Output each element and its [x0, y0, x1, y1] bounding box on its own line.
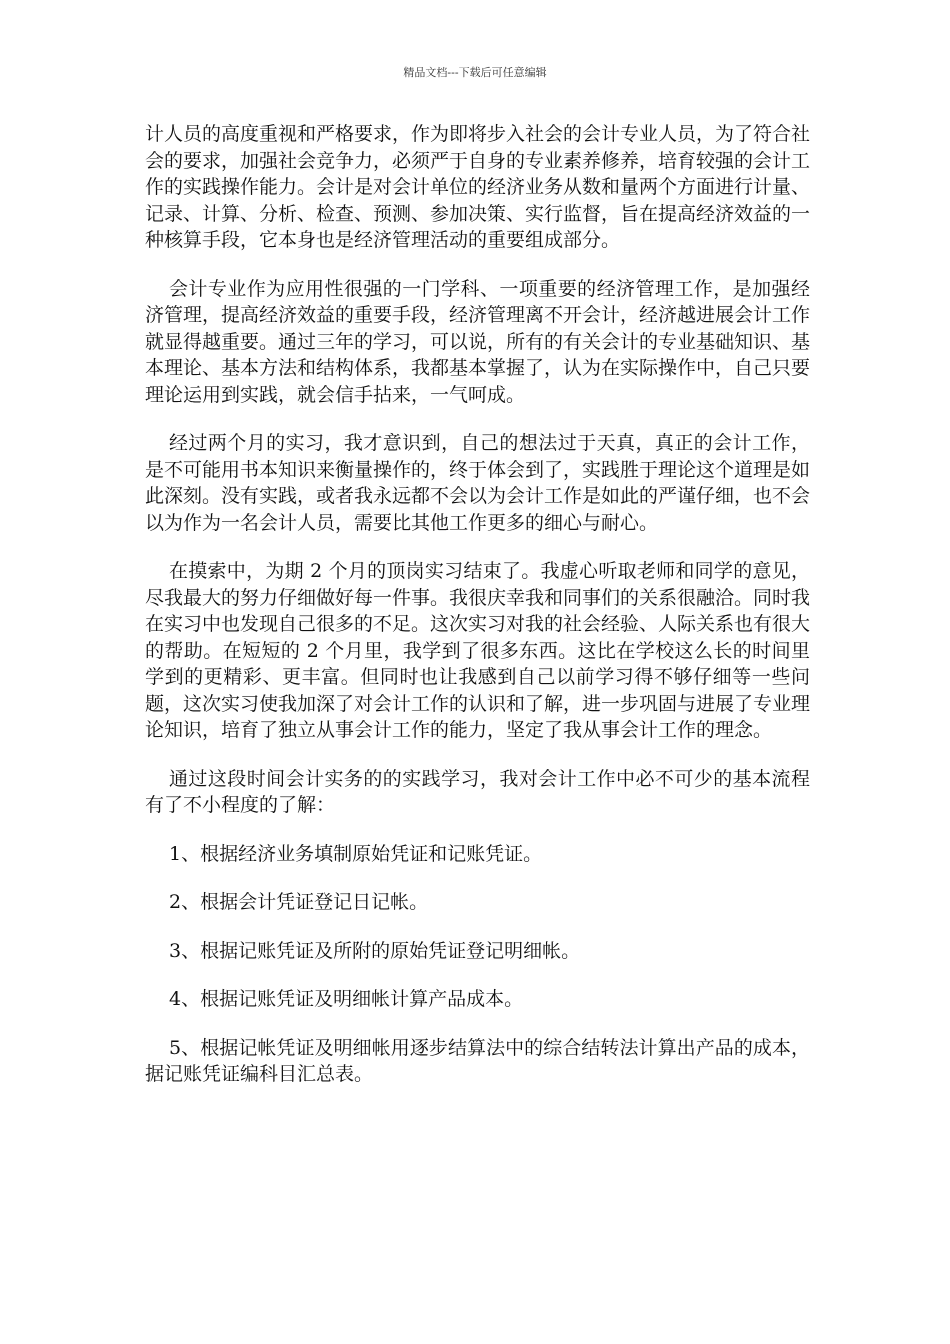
paragraph: 会计专业作为应用性很强的一门学科、一项重要的经济管理工作，是加强经济管理，提高经济效益的重要手段，经济管理离不开会计，经济越进展会计工作就显得越重要。通过三年的学习，可以说，所有的有关会计的专业基础知识、基本理论、基本方法和结构体系，我都基本掌握了，认为在实际操作中，自己只要理论运用到实践，就会信手拈来，一气呵成。: [145, 277, 811, 406]
list-item: 3、根据记账凭证及所附的原始凭证登记明细帐。: [169, 939, 581, 962]
list-item: 5、根据记帐凭证及明细帐用逐步结算法中的综合结转法计算出产品的成本，据记账凭证编科目汇总表。: [145, 1036, 810, 1085]
list-item: 1、根据经济业务填制原始凭证和记账凭证。: [169, 842, 543, 865]
paragraph: 在摸索中，为期 2 个月的顶岗实习结束了。我虚心听取老师和同学的意见，尽我最大的努力仔细做好每一件事。我很庆幸我和同事们的关系很融洽。同时我在实习中也发现自己很多的不足。这次实习对我的社会经验、人际关系也有很大的帮助。在短短的 2 个月里，我学到了很多东西。这比在学校这么长的时间里学到的更精彩、更丰富。但同时也让我感到自己以前学习得不够仔细等一些问题，这次实习使我加深了对会计工作的认识和了解，进一步巩固与进展了专业理论知识，培育了独立从事会计工作的能力，坚定了我从事会计工作的理念。: [145, 560, 811, 741]
list-item: 4、根据记账凭证及明细帐计算产品成本。: [169, 988, 524, 1010]
paragraph: 经过两个月的实习，我才意识到，自己的想法过于天真，真正的会计工作，是不可能用书本知识来衡量操作的，终于体会到了，实践胜于理论这个道理是如此深刻。没有实践，或者我永远都不会以为会计工作是如此的严谨仔细，也不会以为作为一名会计人员，需要比其他工作更多的细心与耐心。: [145, 432, 811, 534]
page-header: 精品文档---下载后可任意编辑: [403, 66, 547, 79]
paragraph: 计人员的高度重视和严格要求，作为即将步入社会的会计专业人员，为了符合社会的要求，加强社会竞争力，必须严于自身的专业素养修养，培育较强的会计工作的实践操作能力。会计是对会计单位的经济业务从数和量两个方面进行计量、记录、计算、分析、检查、预测、参加决策、实行监督，旨在提高经济效益的一种核算手段，它本身也是经济管理活动的重要组成部分。: [145, 123, 811, 251]
paragraph: 通过这段时间会计实务的的实践学习，我对会计工作中必不可少的基本流程有了不小程度的了解：: [145, 767, 810, 816]
document-body: [145, 121, 810, 1110]
list-item: 2、根据会计凭证登记日记帐。: [169, 891, 429, 913]
